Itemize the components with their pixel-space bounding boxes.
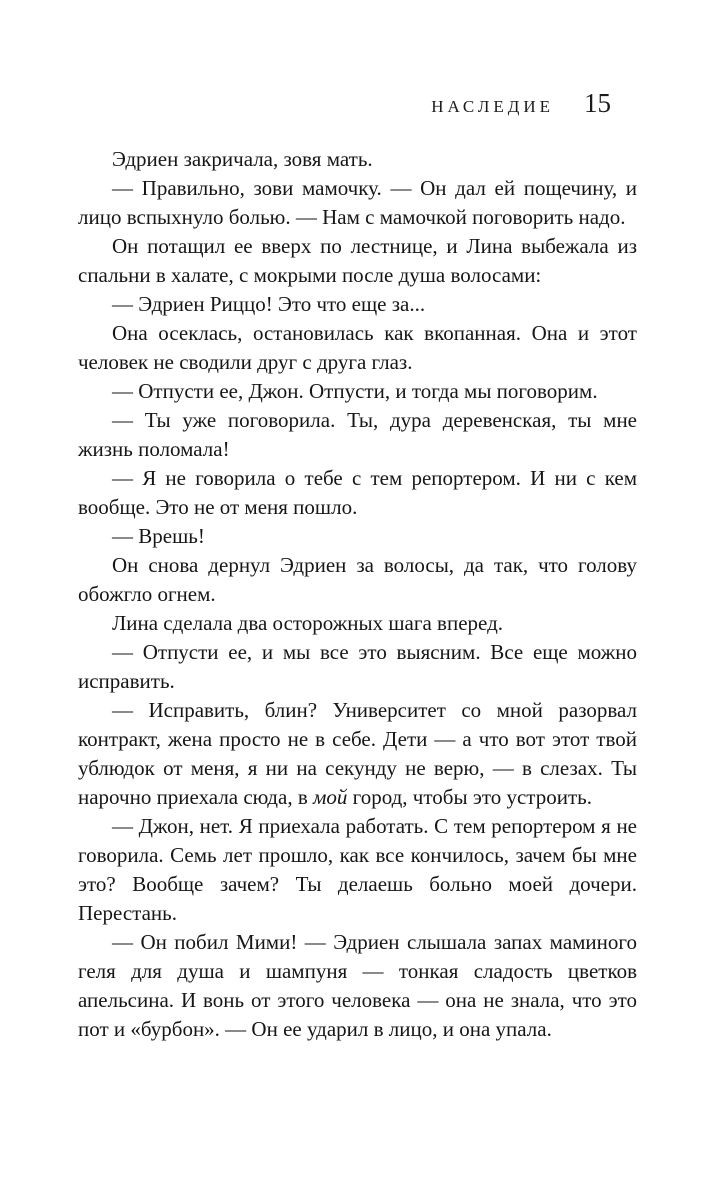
- paragraph: — Я не говорила о тебе с тем репортером. И ни с кем вообще. Это не от меня пошло.: [78, 466, 637, 519]
- paragraph: Он снова дернул Эдриен за волосы, да так, что голову обожгло огнем.: [78, 553, 637, 606]
- paragraph: Эдриен закричала, зовя мать.: [112, 147, 373, 171]
- paragraph: Она осеклась, остановилась как вкопанная. Она и этот человек не сводили друг с друга глаз.: [78, 321, 637, 374]
- page-header: [78, 88, 637, 119]
- paragraph: — Он побил Мими! — Эдриен слышала запах маминого геля для душа и шампуня — тонкая сладость цветков апельсина. И вонь от этого человека — она не знала, что это пот и «бурбон». — Он ее ударил в лицо, и она упала.: [78, 930, 637, 1041]
- paragraph: — Эдриен Риццо! Это что еще за...: [112, 292, 426, 316]
- paragraph: — Правильно, зови мамочку. — Он дал ей пощечину, и лицо вспыхнуло болью. — Нам с мамочкой поговорить надо.: [78, 176, 637, 229]
- paragraph: Он потащил ее вверх по лестнице, и Лина выбежала из спальни в халате, с мокрыми после душа волосами:: [78, 234, 637, 287]
- paragraph-text: город, чтобы это устроить.: [347, 785, 592, 809]
- paragraph-italic-word: мой: [312, 785, 348, 809]
- body-text: [78, 145, 637, 1044]
- paragraph: [78, 696, 637, 812]
- page-number: 15: [584, 88, 611, 118]
- paragraph-text: — Исправить, блин? Университет со мной разорвал контракт, жена просто не в себе. Дети — а что вот этот твой ублюдок от меня, я ни на секунду не верю, — в слезах. Ты нарочно приехала сюда, в: [78, 698, 637, 809]
- paragraph: — Врешь!: [112, 524, 205, 548]
- paragraph: — Отпусти ее, и мы все это выясним. Все еще можно исправить.: [78, 640, 637, 693]
- paragraph: Лина сделала два осторожных шага вперед.: [112, 611, 504, 635]
- paragraph: — Отпусти ее, Джон. Отпусти, и тогда мы поговорим.: [112, 379, 598, 403]
- paragraph: — Ты уже поговорила. Ты, дура деревенская, ты мне жизнь поломала!: [78, 408, 637, 461]
- paragraph: — Джон, нет. Я приехала работать. С тем репортером я не говорила. Семь лет прошло, как все кончилось, зачем бы мне это? Вообще зачем? Ты делаешь больно моей дочери. Перестань.: [78, 814, 637, 925]
- running-head-title: НАСЛЕДИЕ: [431, 97, 554, 116]
